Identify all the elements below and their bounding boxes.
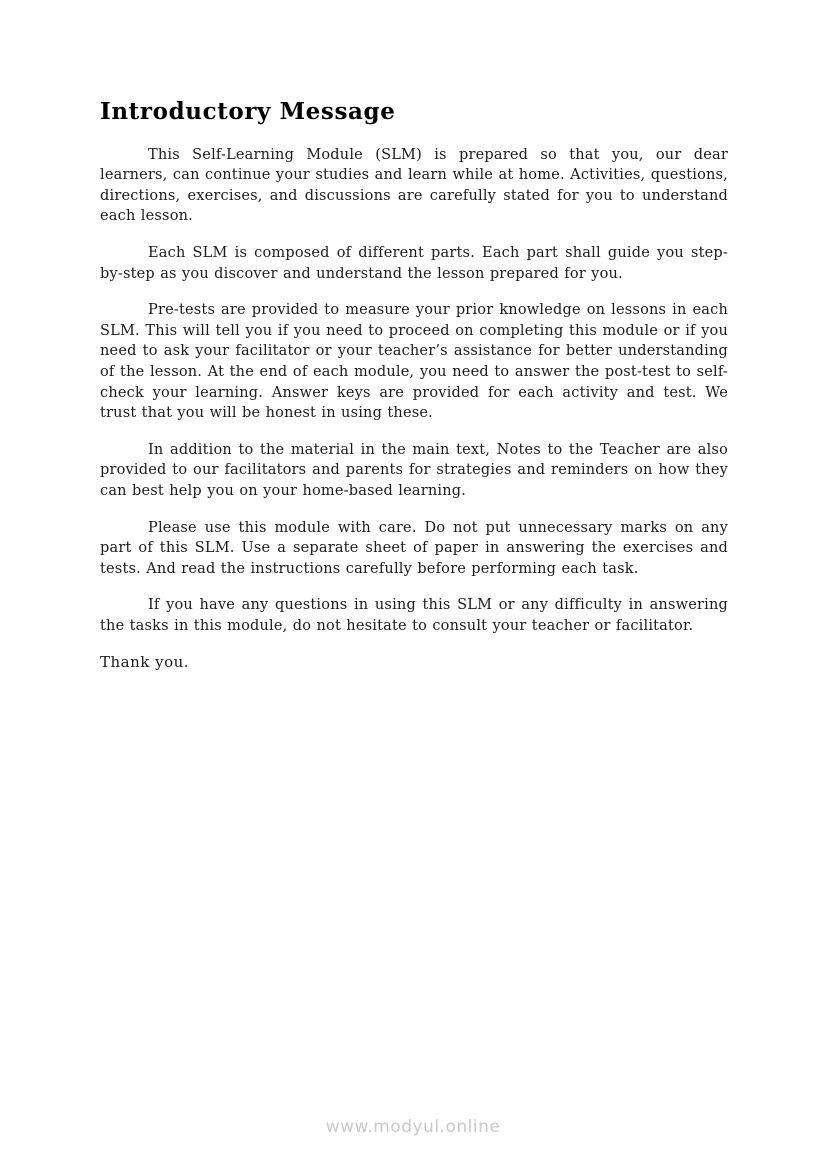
intro-paragraph-1: This Self-Learning Module (SLM) is prepared so that you, our dear learners, can continue your studies and learn while at home. Activities, questions, directions, exercises, and discussions are carefully stated for you to understand each lesson. xyxy=(100,146,728,225)
intro-paragraph-6: If you have any questions in using this SLM or any difficulty in answering the tasks in this module, do not hesitate to consult your teacher or facilitator. xyxy=(100,597,728,634)
document-content xyxy=(100,98,728,673)
closing-line: Thank you. xyxy=(100,653,190,672)
intro-paragraph-4: In addition to the material in the main text, Notes to the Teacher are also provided to our facilitators and parents for strategies and reminders on how they can best help you on your home-based learning. xyxy=(100,441,728,499)
intro-paragraph-5: Please use this module with care. Do not put unnecessary marks on any part of this SLM. Use a separate sheet of paper in answering the exercises and tests. And read the instructions carefully before performing each task. xyxy=(100,519,728,577)
intro-paragraph-2: Each SLM is composed of different parts. Each part shall guide you step-by-step as you discover and understand the lesson prepared for you. xyxy=(100,244,728,282)
intro-paragraph-3: Pre-tests are provided to measure your prior knowledge on lessons in each SLM. This will tell you if you need to proceed on completing this module or if you need to ask your facilitator or your teacher’s assistance for better understanding of the lesson. At the end of each module, you need to answer the post-test to self-check your learning. Answer keys are provided for each activity and test. We trust that you will be honest in using these. xyxy=(100,302,728,422)
page-title: Introductory Message xyxy=(100,98,396,125)
watermark-footer: www.modyul.online xyxy=(325,1117,501,1137)
